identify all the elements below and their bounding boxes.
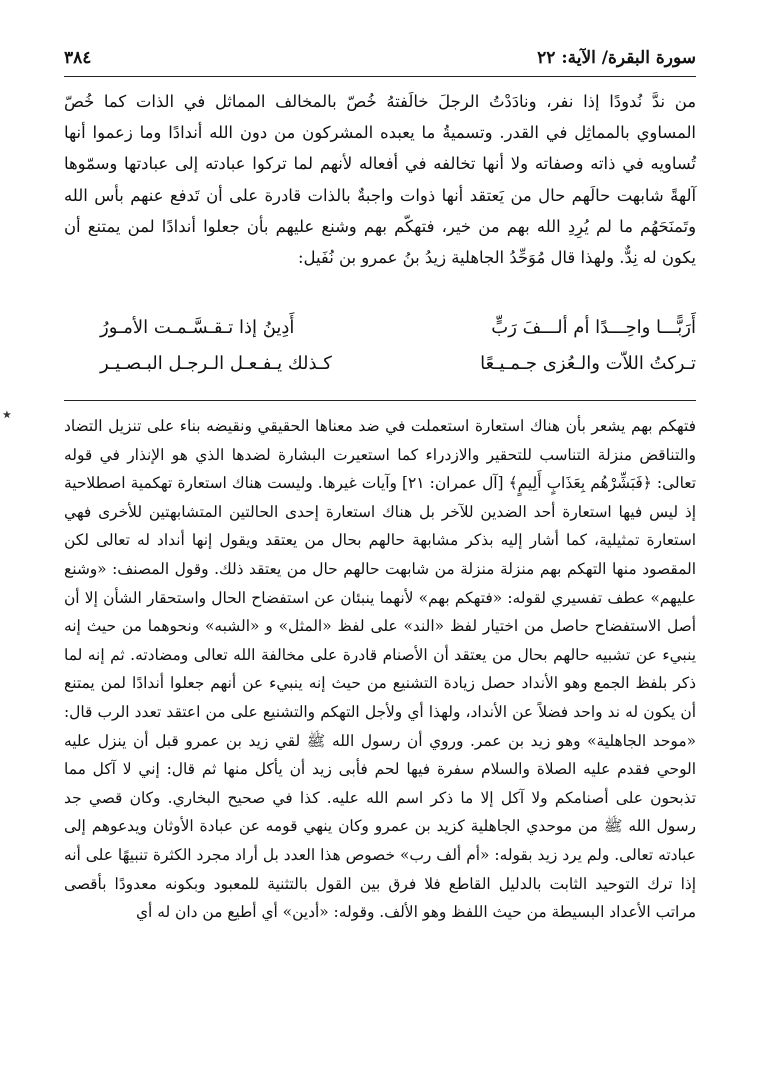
poem-verses bbox=[100, 310, 696, 382]
poem-verse-2 bbox=[100, 346, 696, 382]
verse-hemistich-second: أَدِينُ إذا تـقـسَّـمـت الأمـورُ bbox=[100, 317, 295, 338]
commentary-text bbox=[64, 412, 696, 927]
commentary-paragraph: فتهكم بهم يشعر بأن هناك استعارة استعملت في ضد معناها الحقيقي ونقيضه بناء على تنزيل التضاد والتناقض منزلة التناسب للتحقير والازدراء كما استعيرت البشارة لضدها الذي هو الإنذار في قوله تعالى: ﴿فَبَشِّرْهُم بِعَذَابٍ أَلِيمٍ﴾ [آل عمران: ٢١] وآيات غيرها. وليست هناك استعارة تهكمية اصطلاحية إذ ليس فيها استعارة أحد الضدين للآخر بل هناك استعارة إحدى الحالتين المتشابهتين للأخرى فهي استعارة تمثيلية، كما أشار إليه بذكر مشابهة حالهم بحال من يعتقد ويقول إنها أنداد له تعالى لكن المقصود منها التهكم بهم منزلة منزلة من شابهت حالهم حال من يعتقد ذلك. وقول المصنف: «وشنع عليهم» عطف تفسيري لقوله: «فتهكم بهم» لأنهما ينبئان عن استفضاح الحال واستحقار الشأن إلا أن أصل الاستفضاح حاصل من اختيار لفظ «الند» على لفظ «المثل» و «الشبه» ونحوهما من حيث إنه ينبيء عن تشبيه حالهم بحال من يعتقد أن الأصنام قادرة على مخالفة الله تعالى ومضادته. ثم إنه لما ذكر بلفظ الجمع وهو الأنداد حصل زيادة التشنيع من حيث إنه ينبيء عن أنهم جعلوا أندادًا لمن يمتنع أن يكون له ند واحد فضلاً عن الأنداد، ولهذا أي ولأجل التهكم والتشنيع على من اعتقد تعدد الرب قال: «موحد الجاهلية» وهو زيد بن عمر. وروي أن رسول الله ﷺ لقي زيد بن عمرو قبل أن ينزل عليه الوحي فقدم عليه الصلاة والسلام سفرة فيها لحم فأبى زيد أن يأكل منها ثم قال: إني لا آكل مما تذبحون على أصنامكم ولا آكل إلا ما ذكر اسم الله عليه. كذا في صحيح البخاري. وكان قصي جد رسول الله ﷺ من موحدي الجاهلية كزيد بن عمرو وكان ينهي قومه عن عبادة الأوثان ويدعوهم إلى عبادته تعالى. ولم يرد زيد بقوله: «أم ألف رب» خصوص هذا العدد بل أراد مجرد الكثرة تنبيهًا على أنه إذا ترك التوحيد الثابت بالدليل القاطع فلا فرق بين القول بالتثنية للمعبود وبكونه معدودًا بأقصى مراتب الأعداد البسيطة من حيث اللفظ وهو الألف. وقوله: «أدين» أي أطيع من دان له أي bbox=[64, 417, 696, 922]
verse-hemistich-second: كـذلك يـفـعـل الـرجـل البـصـيـر bbox=[100, 353, 332, 374]
section-divider bbox=[64, 400, 696, 401]
poem-verse-1 bbox=[100, 310, 696, 346]
running-header bbox=[64, 40, 696, 77]
page-number: ٣٨٤ bbox=[64, 48, 92, 68]
verse-hemistich-first: أَرَبًّـــا واحِـــدًا أم ألـــفَ رَبٍّ bbox=[491, 317, 696, 338]
main-paragraph: من ندَّ نُدودًا إذا نفر، ونادَدْتُ الرجلَ خالَفتهُ خُصّ بالمخالف المماثل في الذات كما خُصّ المساوي بالمماثِل في القدر. وتسميةُ ما يعبده المشركون من دون الله أندادًا وما زعموا أنها تُساويه في ذاته وصفاته ولا أنها تخالفه في أفعاله لأنهم لما تركوا عبادته إلى عبادتها وسمّوها آلهةً شابهت حالَهم حال من يَعتقد أنها ذوات واجبةٌ بالذات قادرة على أن تَدفع عنهم بأس الله وتَمنَحَهُم ما لم يُرِدِ الله بهم من خير، فتهكّم بهم وشنع عليهم بأن جعلوا أندادًا لمن يمتنع أن يكون له نِدٌّ. ولهذا قال مُوَحِّدُ الجاهلية زيدُ بنُ عمرو بن نُفَيل: bbox=[64, 92, 696, 268]
main-text bbox=[64, 86, 696, 273]
margin-mark: ٭ bbox=[2, 404, 12, 425]
surah-reference: سورة البقرة/ الآية: ٢٢ bbox=[537, 48, 696, 68]
verse-hemistich-first: تـركتُ اللاّت والـعُزى جـمـيـعًا bbox=[480, 353, 696, 374]
